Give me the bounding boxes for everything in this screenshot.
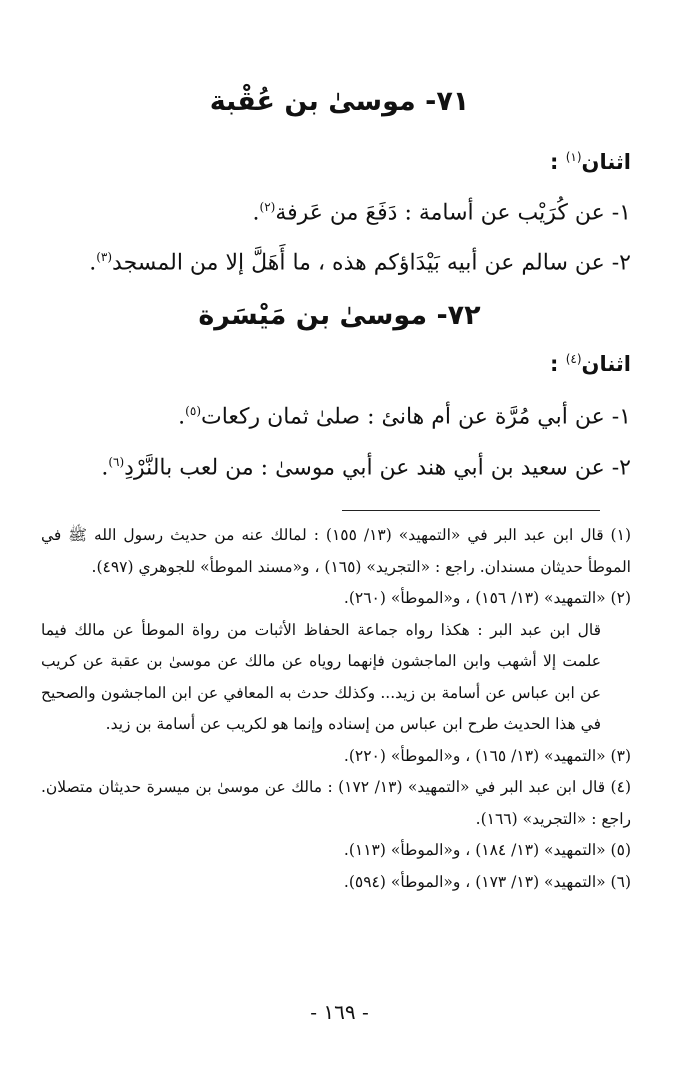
section-71-count-label (550, 150, 631, 174)
section-72-hadith-2: ٢- عن سعيد بن أبي هند عن أبي موسىٰ : من لعب بالنَّرْدِ$^{(٦)}$. (101, 455, 631, 481)
colon: : (549, 150, 559, 174)
footnote-separator (342, 510, 600, 511)
section-71-hadith-2: ٢- عن سالم عن أبيه بَيْدَاؤكم هذه ، ما أَهَلَّ إلا من المسجد$^{(٣)}$. (89, 250, 631, 276)
footnote-5: (٥) «التمهيد» (١٣/ ١٨٤) ، و«الموطأ» (١١٣). (343, 841, 631, 859)
section-72-count-label (550, 352, 631, 376)
footnote-4: (٤) قال ابن عبد البر في «التمهيد» (١٣/ ١٧٢) : مالك عن موسىٰ بن ميسرة حديثان متصلان. راجع : «التجريد» (١٦٦). (41, 778, 631, 828)
hadith-text: ١- عن كُرَيْب عن أسامة : دَفَعَ من عَرفة (275, 200, 631, 226)
colon: : (549, 352, 559, 376)
count-label-text: اثنان (581, 352, 631, 376)
footnote-2-quote: قال ابن عبد البر : هكذا رواه جماعة الحفاظ الأثبات من رواة الموطأ عن مالك فيما علمت إلا أشهب وابن الماجشون فإنهما روياه عن مالك عن موسىٰ بن عقبة عن كريب عن ابن عباس عن أسامة بن زيد... وكذلك حدث به المعافي عن ابن الماجشون والصحيح في هذا الحديث طرح ابن عباس من إسناده وإنما هو لكريب عن أسامة بن زيد. (41, 620, 601, 733)
footnote-marker: (٢) (259, 200, 276, 214)
count-label-text: اثنان (581, 150, 631, 174)
section-71-title: ٧١- موسىٰ بن عُقْبة (209, 86, 470, 117)
hadith-text: ٢- عن سعيد بن أبي هند عن أبي موسىٰ : من لعب بالنَّرْدِ (124, 455, 631, 481)
footnote-marker: (٣) (96, 250, 113, 264)
footnote-marker: (٦) (108, 455, 125, 469)
footnote-6: (٦) «التمهيد» (١٣/ ١٧٣) ، و«الموطأ» (٥٩٤). (343, 872, 631, 891)
footnote-3: (٣) «التمهيد» (١٣/ ١٦٥) ، و«الموطأ» (٢٢٠). (343, 746, 631, 765)
section-72-hadith-1: ١- عن أبي مُرَّة عن أم هانئ : صلىٰ ثمان ركعات$^{(٥)}$. (178, 404, 631, 430)
hadith-text: ٢- عن سالم عن أبيه بَيْدَاؤكم هذه ، ما أَهَلَّ إلا من المسجد (112, 250, 631, 276)
section-72-title: ٧٢- موسىٰ بن مَيْسَرة (198, 300, 481, 331)
footnote-marker: (٤) (565, 352, 582, 366)
section-71-hadith-1: ١- عن كُرَيْب عن أسامة : دَفَعَ من عَرفة$^{(٢)}$. (252, 200, 631, 226)
footnote-marker: (١) (565, 150, 582, 164)
footnote-2: (٢) «التمهيد» (١٣/ ١٥٦) ، و«الموطأ» (٢٦٠). (343, 589, 631, 607)
footnote-marker: (٥) (185, 404, 201, 418)
hadith-text: ١- عن أبي مُرَّة عن أم هانئ : صلىٰ ثمان ركعات (201, 404, 631, 430)
footnote-1: (١) قال ابن عبد البر في «التمهيد» (١٣/ ١٥٥) : لمالك عنه من حديث رسول الله ﷺ في الموطأ حديثان مسندان. راجع : «التجريد» (١٦٥) ، و«مسند الموطأ» للجوهري (٤٩٧). (41, 526, 631, 576)
footnotes (41, 520, 631, 898)
page-number: - ١٦٩ - (310, 1000, 369, 1024)
